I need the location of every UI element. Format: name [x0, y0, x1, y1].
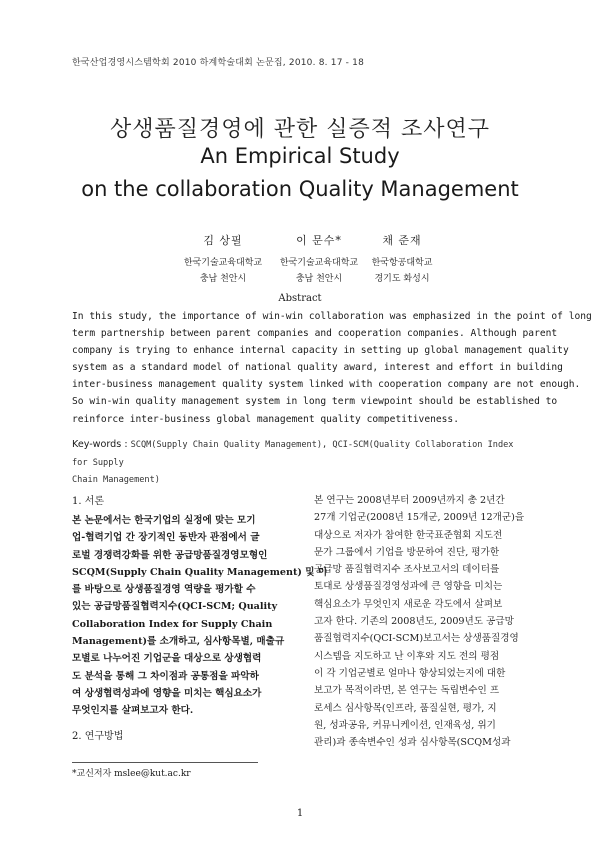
body-line: 로세스 심사항목(인프라, 품질실현, 평가, 지 — [314, 702, 497, 714]
author-affiliation: 한국기술교육대학교 — [279, 258, 359, 268]
author-3 — [332, 232, 472, 287]
body-line: 모별로 나누어진 기업군을 대상으로 상생협력 — [72, 653, 262, 665]
author-location: 충남 천안시 — [295, 274, 343, 284]
title-korean: 상생품질경영에 관한 실증적 조사연구 — [109, 117, 490, 142]
body-line: 무엇인지를 살펴보고자 한다. — [72, 705, 194, 717]
abstract-line: term partnership between parent companies and cooperation companies. Although parent — [72, 328, 558, 340]
body-line: 도 분석을 통해 그 차이점과 공통점을 파악하 — [72, 670, 259, 682]
body-line: 시스템을 지도하고 난 이후와 지도 전의 평점 — [314, 650, 500, 662]
keywords-text: SCQM(Supply Chain Quality Management), QCI-SCM(Quality Collaboration Index for Supply — [72, 440, 514, 468]
title-english-line1: An Empirical Study — [200, 144, 400, 168]
footnote: *교신저자 mslee@kut.ac.kr — [72, 769, 191, 779]
body-line: 공급망 품질협력지수 조사보고서의 데이터를 — [314, 564, 500, 576]
section-2-heading: 2. 연구방법 — [72, 731, 124, 742]
body-line: 있는 공급망품질협력지수(QCI-SCM; Quality — [72, 601, 278, 613]
body-line: 토대로 상생품질경영성과에 큰 영향을 미치는 — [314, 581, 503, 593]
author-location: 경기도 화성시 — [374, 274, 430, 284]
body-line: 관리)과 종속변수인 성과 심사항목(SCQM성과 — [314, 737, 511, 749]
left-column — [72, 492, 328, 720]
body-line: 본 논문에서는 한국기업의 실정에 맞는 모기 — [72, 515, 256, 526]
right-column — [314, 492, 532, 751]
body-line: 로벌 경쟁력강화를 위한 공급망품질경영모형인 — [72, 549, 268, 561]
body-line: 27개 기업군(2008년 15개군, 2009년 12개군)을 — [314, 512, 525, 524]
body-line: 대상으로 저자가 참여한 한국표준협회 지도전 — [314, 529, 503, 541]
abstract-line: reinforce inter-business global management quality competitiveness. — [72, 413, 459, 425]
abstract-line: So win-win quality management system in long term viewpoint should be established to — [72, 396, 558, 408]
footnote-divider — [72, 762, 258, 763]
body-line: Management)를 소개하고, 심사항목별, 매출규 — [72, 636, 285, 648]
body-line: 보고가 목적이라면, 본 연구는 독립변수인 프 — [314, 685, 500, 697]
keywords-text-cont: Chain Management) — [72, 475, 160, 485]
author-name: 김 상필 — [203, 234, 243, 247]
keywords-label: Key-words : — [72, 439, 131, 450]
body-line: 핵심요소가 무엇인지 새로운 각도에서 살펴보 — [314, 598, 503, 610]
author-affiliation: 한국항공대학교 — [371, 258, 433, 268]
keywords — [72, 436, 532, 489]
title-english-line2: on the collaboration Quality Management — [81, 177, 519, 201]
abstract-heading: Abstract — [278, 293, 322, 304]
author-location: 충남 천안시 — [199, 274, 247, 284]
body-line: 원, 성과공유, 커뮤니케이션, 인재육성, 위기 — [314, 719, 496, 731]
body-line: 문가 그룹에서 기업을 방문하여 진단, 평가한 — [314, 546, 500, 558]
section-1-heading: 1. 서론 — [72, 496, 105, 507]
author-name: 채 준재 — [382, 234, 422, 247]
abstract-line: In this study, the importance of win-win collaboration was emphasized in the point of long — [72, 311, 592, 322]
abstract-line: system as a standard model of national quality award, interest and effort in building — [72, 362, 563, 374]
abstract-body — [72, 308, 592, 428]
author-affiliation: 한국기술교육대학교 — [183, 258, 263, 268]
body-line: 여 상생협력성과에 영향을 미치는 핵심요소가 — [72, 687, 262, 699]
body-line: 이 각 기업군별로 얼마나 향상되었는지에 대한 — [314, 667, 506, 679]
journal-header: 한국산업경영시스템학회 2010 하계학술대회 논문집, 2010. 8. 17 - 18 — [72, 58, 365, 68]
body-line: 고자 한다. 기존의 2008년도, 2009년도 공급망 — [314, 616, 514, 628]
body-line: 를 바탕으로 상생품질경영 역량을 평가할 수 — [72, 584, 256, 596]
body-line: 본 연구는 2008년부터 2009년까지 총 2년간 — [314, 495, 505, 506]
body-line: 업-협력기업 간 장기적인 동반자 관점에서 글 — [72, 532, 260, 544]
body-line: 품질협력지수(QCI-SCM)보고서는 상생품질경영 — [314, 633, 519, 645]
abstract-line: inter-business management quality system linked with cooperation company are not enough. — [72, 379, 581, 391]
abstract-line: company is trying to enhance internal capacity in setting up global management quality — [72, 345, 569, 357]
author-name: 이 문수* — [296, 234, 342, 247]
section-1-body — [72, 512, 328, 720]
body-line: Collaboration Index for Supply Chain — [72, 618, 273, 630]
page-number: 1 — [296, 808, 304, 819]
right-column-body — [314, 492, 532, 751]
body-line: SCQM(Supply Chain Quality Management) 및 이 — [72, 566, 328, 578]
